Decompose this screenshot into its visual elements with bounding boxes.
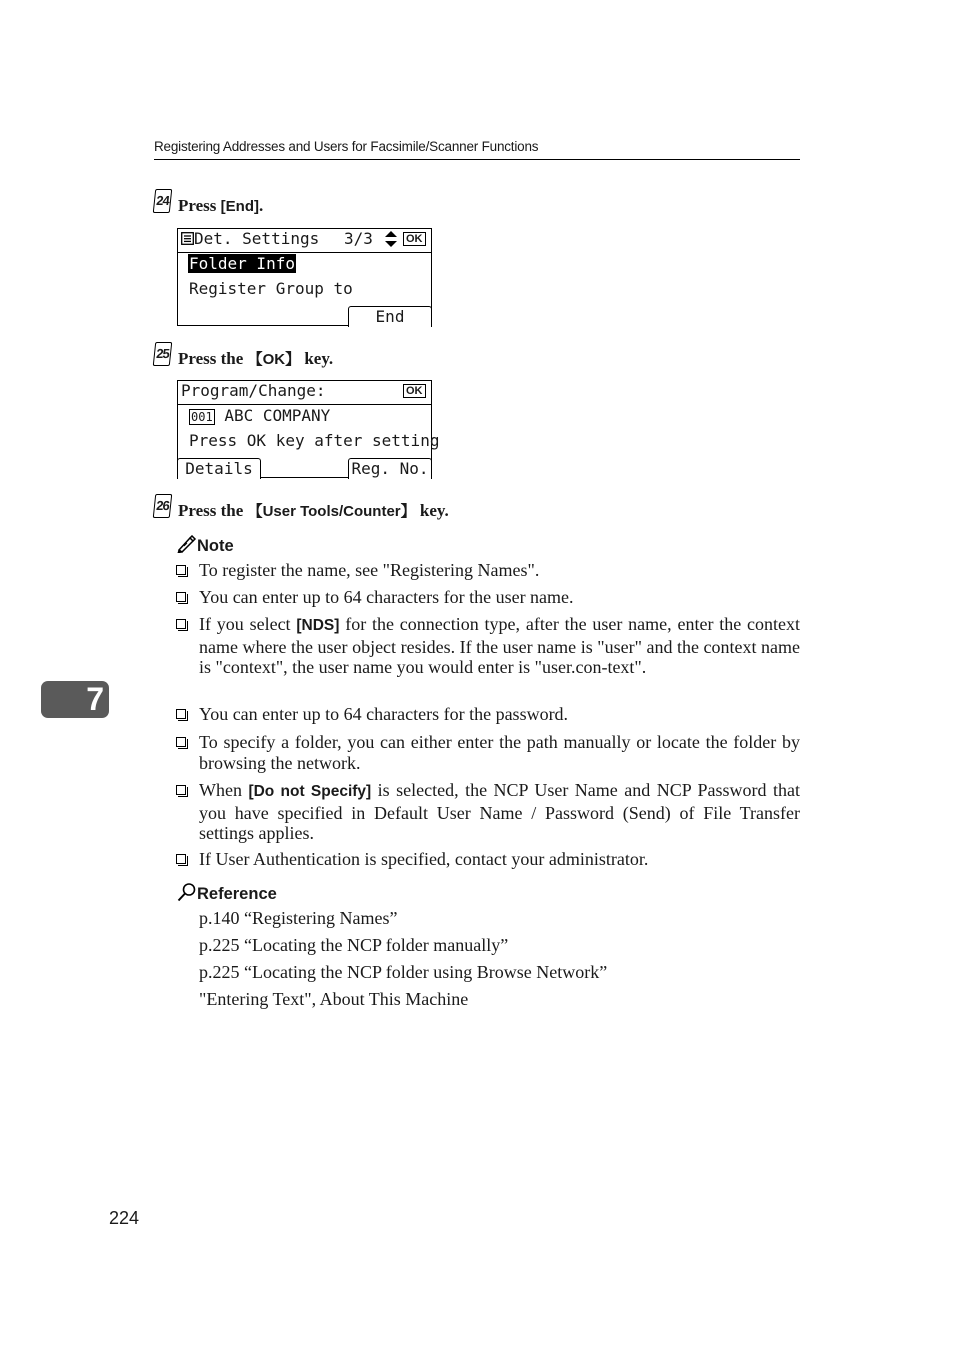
key-ok: 【OK】: [247, 351, 301, 368]
checkbox-bullet: [176, 592, 186, 602]
step-instruction: [178, 195, 263, 218]
lcd-title: Det. Settings: [194, 229, 320, 248]
lcd-screen-det-settings: [177, 228, 432, 326]
softkey-details: Details: [177, 458, 261, 479]
lcd-title-row: [181, 229, 319, 249]
checkbox-bullet: [176, 619, 186, 629]
ok-indicator: OK: [403, 232, 426, 246]
note-item: You can enter up to 64 characters for the password.: [176, 704, 800, 725]
divider: [178, 252, 431, 253]
lcd-item-folder-info: Folder Info: [189, 254, 295, 273]
lcd-item-register-group: Register Group to: [189, 279, 353, 298]
checkbox-bullet: [176, 709, 186, 719]
lcd-entry-row: [189, 406, 330, 426]
step-text: Press the: [178, 501, 248, 520]
running-header: Registering Addresses and Users for Facsimile/Scanner Functions: [154, 138, 800, 160]
lcd-message: Press OK key after setting: [189, 431, 440, 450]
chapter-tab: 7: [41, 681, 109, 718]
company-name: ABC COMPANY: [224, 406, 331, 425]
step-text: .: [258, 196, 264, 215]
list-icon: [181, 232, 194, 245]
note-item: To specify a folder, you can either enter the path manually or locate the folder by browsing the network.: [176, 732, 800, 773]
checkbox-bullet: [176, 565, 186, 575]
page-indicator: 3/3: [344, 229, 373, 248]
magnifier-icon: [177, 882, 197, 902]
checkbox-bullet: [176, 854, 186, 864]
note-item: If User Authentication is specified, contact your administrator.: [176, 849, 800, 870]
step-number: 26: [153, 494, 173, 518]
reference-item[interactable]: p.140 “Registering Names”: [199, 908, 398, 928]
ok-indicator: OK: [403, 384, 426, 398]
reference-item[interactable]: p.225 “Locating the NCP folder manually”: [199, 935, 509, 955]
reference-item[interactable]: "Entering Text", About This Machine: [199, 989, 469, 1009]
reference-heading: Reference: [177, 882, 277, 904]
lcd-title: Program/Change:: [181, 381, 326, 400]
step-text: Press: [178, 196, 221, 215]
pencil-icon: [177, 535, 197, 553]
note-item: You can enter up to 64 characters for the user name.: [176, 587, 800, 608]
key-user-tools-counter: 【User Tools/Counter】: [247, 503, 416, 520]
checkbox-bullet: [176, 737, 186, 747]
keyword-do-not-specify: [Do not Specify]: [248, 783, 372, 800]
step-instruction: [178, 348, 333, 371]
checkbox-bullet: [176, 785, 186, 795]
key-end: [End]: [220, 198, 259, 215]
note-heading: Note: [177, 535, 234, 556]
step-text: key.: [415, 501, 449, 520]
step-text: Press the: [178, 349, 248, 368]
reference-item[interactable]: p.225 “Locating the NCP folder using Browse Network”: [199, 962, 608, 982]
divider: [178, 404, 431, 405]
up-down-arrow-icon: [385, 231, 397, 247]
registration-number-box: 001: [191, 410, 213, 424]
softkey-reg-no: Reg. No.: [348, 458, 432, 479]
step-number: 24: [153, 189, 173, 213]
softkey-end: End: [348, 306, 432, 327]
note-item: When [Do not Specify] is selected, the NCP User Name and NCP Password that you have specified in Default User Name / Password (Send) of File Transfer settings applies.: [176, 780, 800, 844]
keyword-nds: [NDS]: [296, 617, 340, 634]
lcd-screen-program-change: [177, 380, 440, 478]
page-number: 224: [109, 1208, 140, 1228]
note-item: If you select [NDS] for the connection type, after the user name, enter the context name where the user object resides. If the user name is "user" and the context name is "context", the user name you would enter is "user.con-text".: [176, 614, 800, 678]
step-instruction: [178, 500, 449, 523]
step-number: 25: [153, 342, 173, 366]
note-item: To register the name, see "Registering Names".: [176, 560, 800, 581]
step-text: key.: [300, 349, 334, 368]
